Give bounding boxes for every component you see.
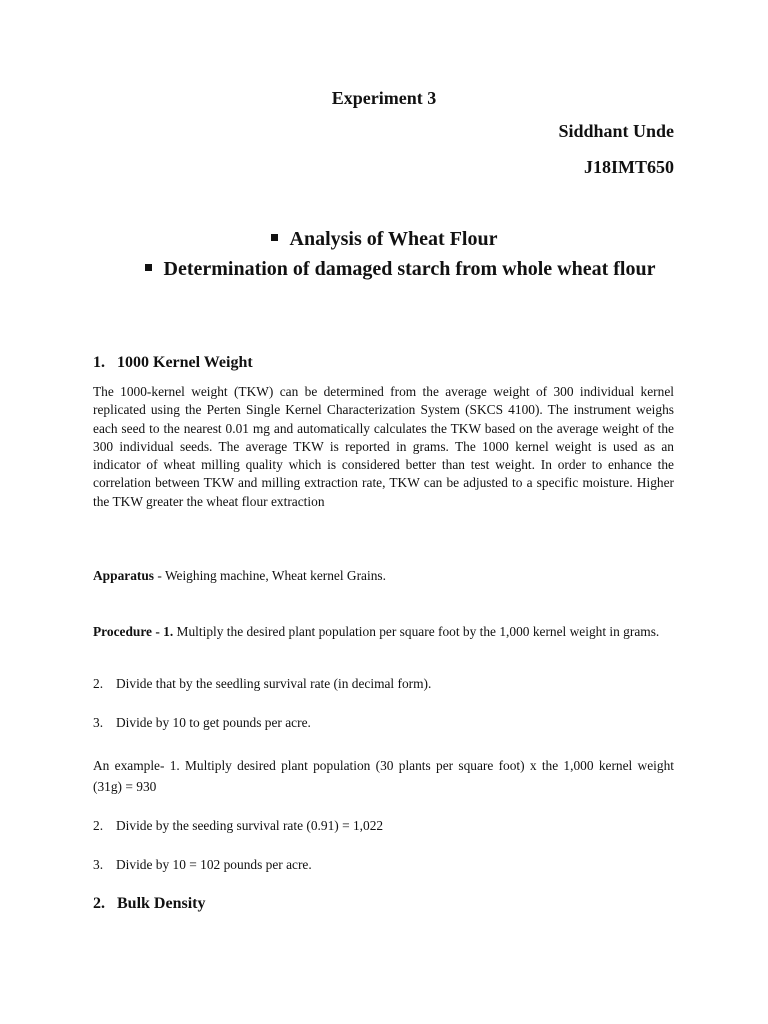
square-bullet-icon [145,264,152,271]
intro-paragraph: The 1000-kernel weight (TKW) can be determined from the average weight of 300 individual kernel replicated using the Perten Single Kernel Characterization System (SKCS 4100). The instrument weighs each seed to the nearest 0.01 mg and automatically calculates the TKW based on the average weight of the 300 individual seeds. The average TKW is reported in grams. The 1000 kernel weight is used as an indicator of wheat milling quality which is considered better than test weight. In order to enhance the correlation between TKW and milling extraction rate, TKW can be adjusted to a specific moisture. Higher the TKW greater the wheat flour extraction [93,384,674,509]
apparatus-text: - Weighing machine, Wheat kernel Grains. [154,568,386,583]
procedure-step-3 [93,714,674,732]
procedure-step-1 [93,623,674,641]
apparatus-label: Apparatus [93,568,155,583]
example-step-2-text: Divide by the seeding survival rate (0.91) = 1,022 [116,818,384,833]
roll-number: J18IMT650 [584,157,674,177]
procedure-step-1-text: Multiply the desired plant population per square foot by the 1,000 kernel weight in grams. [173,624,660,639]
section-1-heading [93,354,253,372]
author-name: Siddhant Unde [558,121,674,141]
section-1-number: 1. [93,354,105,371]
apparatus-paragraph [93,567,674,585]
title-bullet-2 [120,255,680,283]
example-step-3-text: Divide by 10 = 102 pounds per acre. [116,857,312,872]
procedure-step-2-text: Divide that by the seedling survival rate (in decimal form). [116,676,432,691]
procedure-step-3-text: Divide by 10 to get pounds per acre. [116,715,311,730]
title-bullet-1-text: Analysis of Wheat Flour [289,228,498,250]
procedure-label: Procedure - 1. [93,624,174,639]
procedure-step-2 [93,675,674,693]
section-2-number: 2. [93,895,105,912]
step-3-number: 3. [93,715,104,730]
example-step-2-number: 2. [93,818,104,833]
title-bullet-1 [0,228,768,251]
example-step-3-number: 3. [93,857,104,872]
example-step-3 [93,856,674,874]
section-2-title: Bulk Density [117,895,206,912]
step-2-number: 2. [93,676,104,691]
example-paragraph: An example- 1. Multiply desired plant population (30 plants per square foot) x the 1,000 kernel weight (31g) = 930 [93,758,674,794]
experiment-title: Experiment 3 [331,88,437,108]
square-bullet-icon [271,234,278,241]
example-step-2 [93,817,674,835]
section-1-title: 1000 Kernel Weight [117,354,253,371]
title-bullet-2-text: Determination of damaged starch from whole wheat flour [163,258,656,280]
section-2-heading [93,895,205,913]
